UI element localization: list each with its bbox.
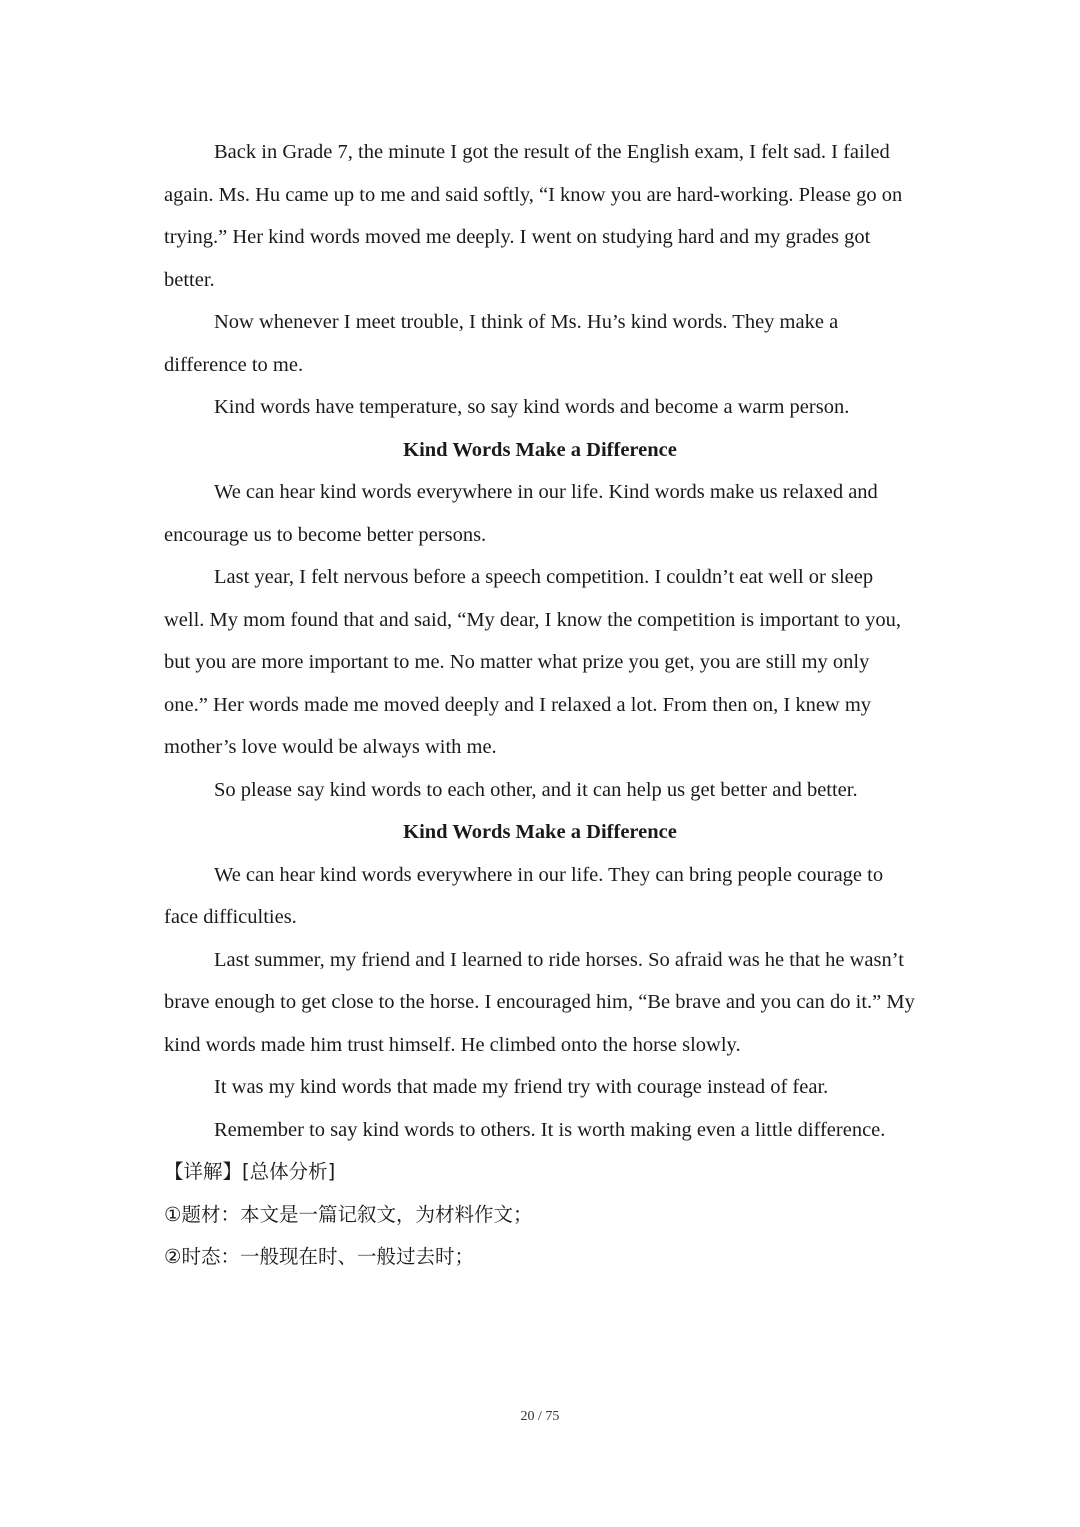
paragraph: Last summer, my friend and I learned to ride horses. So afraid was he that he wasn’t brave enough to get close to the horse. I encouraged him, “Be brave and you can do it.” My kind words made him trust himself. He climbed onto the horse slowly. [164,948,915,1056]
analysis-item: ②时态：一般现在时、一般过去时； [164,1245,474,1268]
paragraph: We can hear kind words everywhere in our life. They can bring people courage to face difficulties. [164,863,884,928]
paragraph: It was my kind words that made my friend try with courage instead of fear. [214,1076,829,1098]
paragraph: Last year, I felt nervous before a speech competition. I couldn’t eat well or sleep well. My mom found that and said, “My dear, I know the competition is important to you, but you are more important to me. No matter what prize you get, you are still my only one.” Her words made me moved deeply and I relaxed a lot. From then on, I knew my mother’s love would be always with me. [164,566,902,758]
page-body [164,131,916,1279]
analysis-heading: 【详解】[总体分析] [164,1160,336,1183]
essay-title: Kind Words Make a Difference [403,438,677,461]
paragraph: So please say kind words to each other, and it can help us get better and better. [214,778,858,801]
analysis-item: ①题材：本文是一篇记叙文，为材料作文； [164,1202,533,1226]
essay-title: Kind Words Make a Difference [403,821,677,843]
paragraph: Back in Grade 7, the minute I got the result of the English exam, I felt sad. I failed again. Ms. Hu came up to me and said softly, “I know you are hard-working. Please go on trying.” Her kind words moved me deeply. I went on studying hard and my grades got better. [164,141,903,291]
page-number: 20 / 75 [520,1409,560,1424]
paragraph: Kind words have temperature, so say kind words and become a warm person. [214,396,850,418]
paragraph: Now whenever I meet trouble, I think of Ms. Hu’s kind words. They make a difference to me. [164,311,839,376]
paragraph: We can hear kind words everywhere in our life. Kind words make us relaxed and encourage us to become better persons. [164,481,878,546]
paragraph: Remember to say kind words to others. It is worth making even a little difference. [214,1118,886,1141]
